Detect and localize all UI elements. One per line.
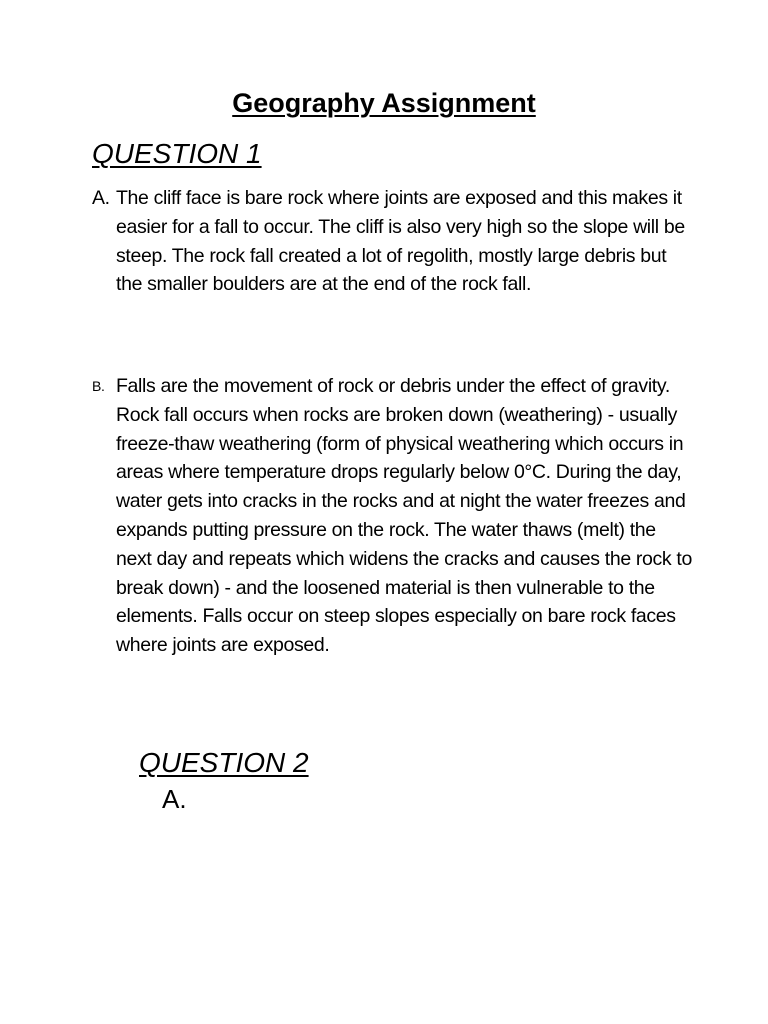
question-1-part-b: [92, 372, 692, 660]
question-1-part-a: [92, 184, 692, 299]
question-2-heading: QUESTION 2: [139, 747, 309, 778]
part-b-text: Falls are the movement of rock or debris under the effect of gravity. Rock fall occurs when rocks are broken down (weathering) - usually freeze-thaw weathering (form of physical weathering which occurs in areas where temperature drops regularly below 0°C. During the day, water gets into cracks in the rocks and at night the water freezes and expands putting pressure on the rock. The water thaws (melt) the next day and repeats which widens the cracks and causes the rock to break down) - and the loosened material is then vulnerable to the elements. Falls occur on steep slopes especially on bare rock faces where joints are exposed.: [116, 375, 692, 657]
question-2-part-a-marker: A.: [162, 784, 187, 814]
question-1-heading: QUESTION 1: [92, 138, 262, 169]
document-title: Geography Assignment: [232, 88, 536, 118]
part-b-marker: B.: [92, 378, 105, 394]
part-a-marker: A.: [92, 187, 110, 209]
part-a-text: The cliff face is bare rock where joints are exposed and this makes it easier for a fall to occur. The cliff is also very high so the slope will be steep. The rock fall created a lot of regolith, mostly large debris but the smaller boulders are at the end of the rock fall.: [116, 187, 685, 296]
